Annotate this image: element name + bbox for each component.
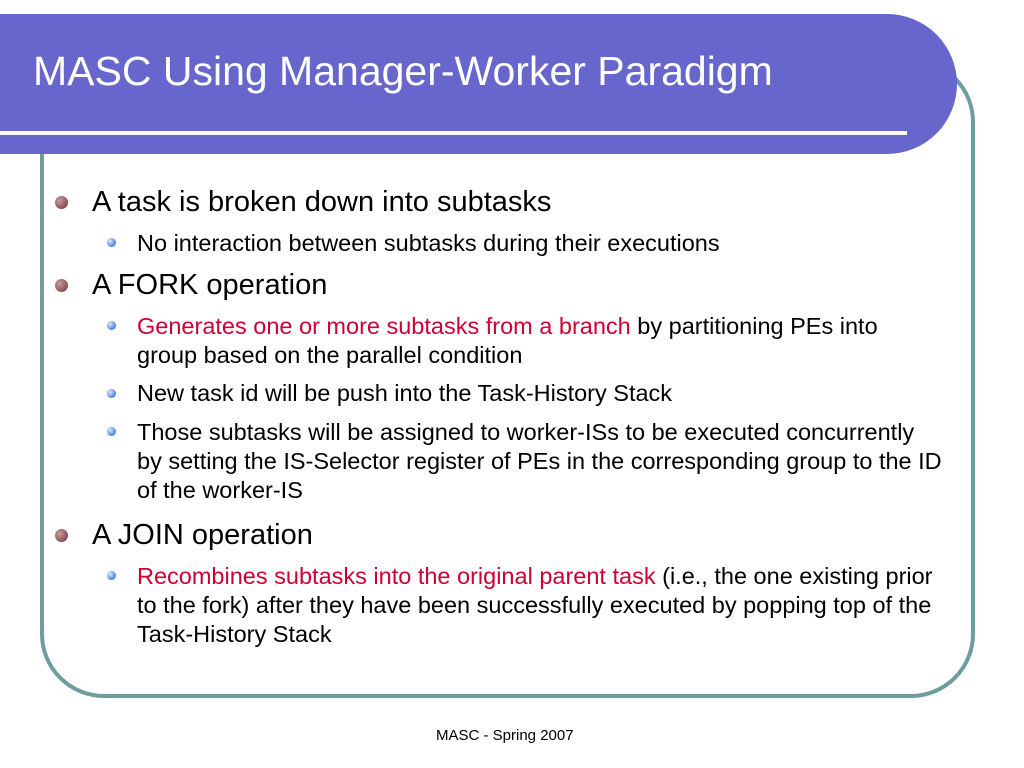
slide-title: MASC Using Manager-Worker Paradigm xyxy=(33,48,773,94)
sub-bullet-text: New task id will be push into the Task-History Stack xyxy=(137,380,673,406)
sub-bullet-item xyxy=(137,562,942,649)
bullet-item: A FORK operation xyxy=(92,269,328,301)
slide-footer: MASC - Spring 2007 xyxy=(436,727,574,744)
title-underline xyxy=(0,131,907,135)
sub-bullet-dot-icon xyxy=(107,321,116,330)
highlight-text: Recombines subtasks into the original parent task xyxy=(137,563,656,589)
bullet-dot-icon xyxy=(55,196,68,209)
sub-bullet-item xyxy=(137,229,942,258)
bullet-item: A JOIN operation xyxy=(92,519,313,551)
bullet-item: A task is broken down into subtasks xyxy=(92,186,552,218)
sub-bullet-dot-icon xyxy=(107,427,116,436)
sub-bullet-item xyxy=(137,379,942,408)
bullet-dot-icon xyxy=(55,279,68,292)
highlight-text: Generates one or more subtasks from a branch xyxy=(137,313,631,339)
sub-bullet-text: (i.e., the one existing prior to the fork) after they have been successfully executed by popping top of the Task-History Stack xyxy=(137,563,933,647)
sub-bullet-item xyxy=(137,418,942,505)
sub-bullet-text: Those subtasks will be assigned to worker-ISs to be executed concurrently by setting the IS-Selector register of PEs in the corresponding group to the ID of the worker-IS xyxy=(137,419,942,503)
bullet-dot-icon xyxy=(55,529,68,542)
sub-bullet-dot-icon xyxy=(107,389,116,398)
sub-bullet-dot-icon xyxy=(107,238,116,247)
sub-bullet-text: by partitioning PEs into group based on the parallel condition xyxy=(137,313,878,368)
sub-bullet-dot-icon xyxy=(107,571,116,580)
sub-bullet-item xyxy=(137,312,942,370)
sub-bullet-text: No interaction between subtasks during their executions xyxy=(137,230,720,256)
